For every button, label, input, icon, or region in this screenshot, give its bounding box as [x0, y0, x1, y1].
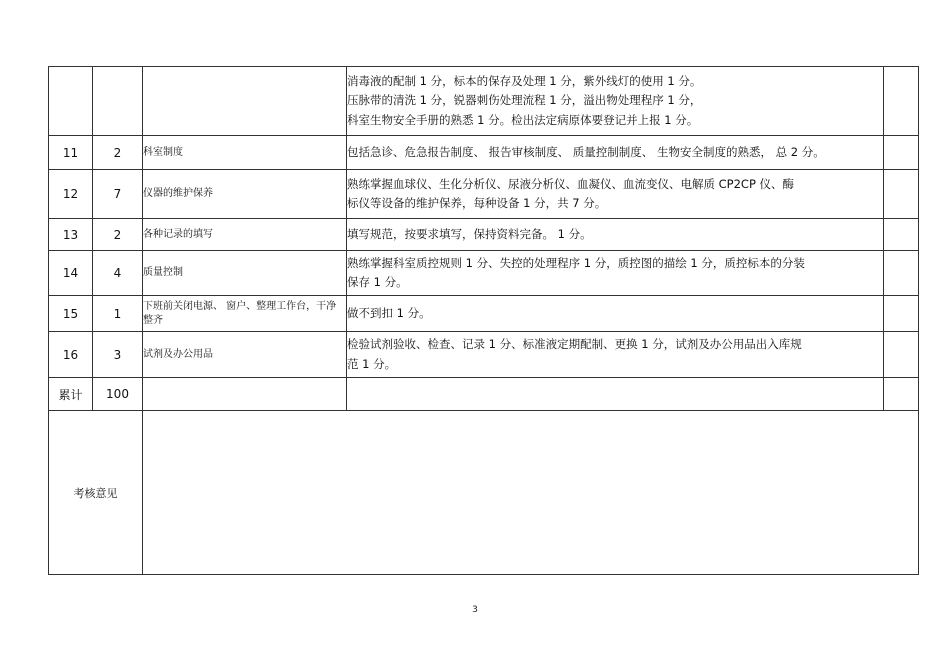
row-description	[347, 67, 884, 136]
row-score-cell	[884, 219, 919, 251]
row-item: 各种记录的填写	[143, 219, 347, 251]
row-description	[347, 136, 884, 170]
table-row	[49, 219, 919, 251]
row-number: 16	[49, 332, 93, 378]
description-line: 检验试剂验收、检查、记录 1 分、标准液定期配制、更换 1 分，试剂及办公用品出入库规	[347, 337, 802, 351]
row-score-cell	[884, 136, 919, 170]
row-score-cell	[884, 251, 919, 296]
page-number: 3	[472, 605, 478, 615]
description-line: 保存 1 分。	[347, 275, 408, 289]
opinion-content[interactable]	[143, 411, 919, 575]
row-description	[347, 251, 884, 296]
opinion-label: 考核意见	[49, 411, 143, 575]
row-points: 1	[93, 296, 143, 332]
row-item	[143, 67, 347, 136]
row-item: 下班前关闭电源、 窗户、整理工作台，干净整齐	[143, 296, 347, 332]
table-row	[49, 136, 919, 170]
table-row	[49, 67, 919, 136]
row-number: 15	[49, 296, 93, 332]
description-line: 做不到扣 1 分。	[347, 305, 431, 320]
opinion-row	[49, 411, 919, 575]
row-score-cell	[884, 67, 919, 136]
row-description	[347, 332, 884, 378]
table-row	[49, 332, 919, 378]
row-score-cell	[884, 170, 919, 219]
total-description-cell	[347, 378, 884, 411]
total-score-cell	[884, 378, 919, 411]
table-row	[49, 296, 919, 332]
table-row	[49, 170, 919, 219]
description-line: 科室生物安全手册的熟悉 1 分。检出法定病原体要登记并上报 1 分。	[347, 112, 699, 127]
description-line: 压脉带的清洗 1 分，锐器刺伤处理流程 1 分，溢出物处理程序 1 分，	[347, 93, 702, 108]
description-line: 标仪等设备的维护保养，每种设备 1 分，共 7 分。	[347, 196, 607, 210]
row-points: 2	[93, 136, 143, 170]
total-points: 100	[93, 378, 143, 411]
row-points: 7	[93, 170, 143, 219]
assessment-table	[48, 66, 919, 575]
description-line: 范 1 分。	[347, 356, 397, 371]
table-row	[49, 251, 919, 296]
description-line: 包括急诊、危急报告制度、 报告审核制度、 质量控制制度、 生物安全制度的熟悉， 总 2 分。	[347, 144, 825, 159]
row-description	[347, 170, 884, 219]
total-row	[49, 378, 919, 411]
description-line: 熟练掌握血球仪、生化分析仪、尿液分析仪、血凝仪、血流变仪、电解质 CP2CP 仪、酶	[347, 176, 795, 191]
row-points: 3	[93, 332, 143, 378]
description-line: 消毒液的配制 1 分，标本的保存及处理 1 分，紫外线灯的使用 1 分。	[347, 73, 702, 88]
description-line: 熟练掌握科室质控规则 1 分、失控的处理程序 1 分，质控图的描绘 1 分，质控标本的分装	[347, 255, 805, 270]
row-points: 2	[93, 219, 143, 251]
row-score-cell	[884, 332, 919, 378]
row-item: 仪器的维护保养	[143, 170, 347, 219]
row-number: 14	[49, 251, 93, 296]
row-points: 4	[93, 251, 143, 296]
description-line: 填写规范，按要求填写，保持资料完备。 1 分。	[347, 226, 592, 241]
row-description	[347, 219, 884, 251]
row-number	[49, 67, 93, 136]
row-description	[347, 296, 884, 332]
row-number: 13	[49, 219, 93, 251]
row-number: 11	[49, 136, 93, 170]
row-number: 12	[49, 170, 93, 219]
row-points	[93, 67, 143, 136]
total-item-cell	[143, 378, 347, 411]
row-item: 质量控制	[143, 251, 347, 296]
row-score-cell	[884, 296, 919, 332]
row-item: 试剂及办公用品	[143, 332, 347, 378]
row-item: 科室制度	[143, 136, 347, 170]
total-label: 累计	[49, 378, 93, 411]
